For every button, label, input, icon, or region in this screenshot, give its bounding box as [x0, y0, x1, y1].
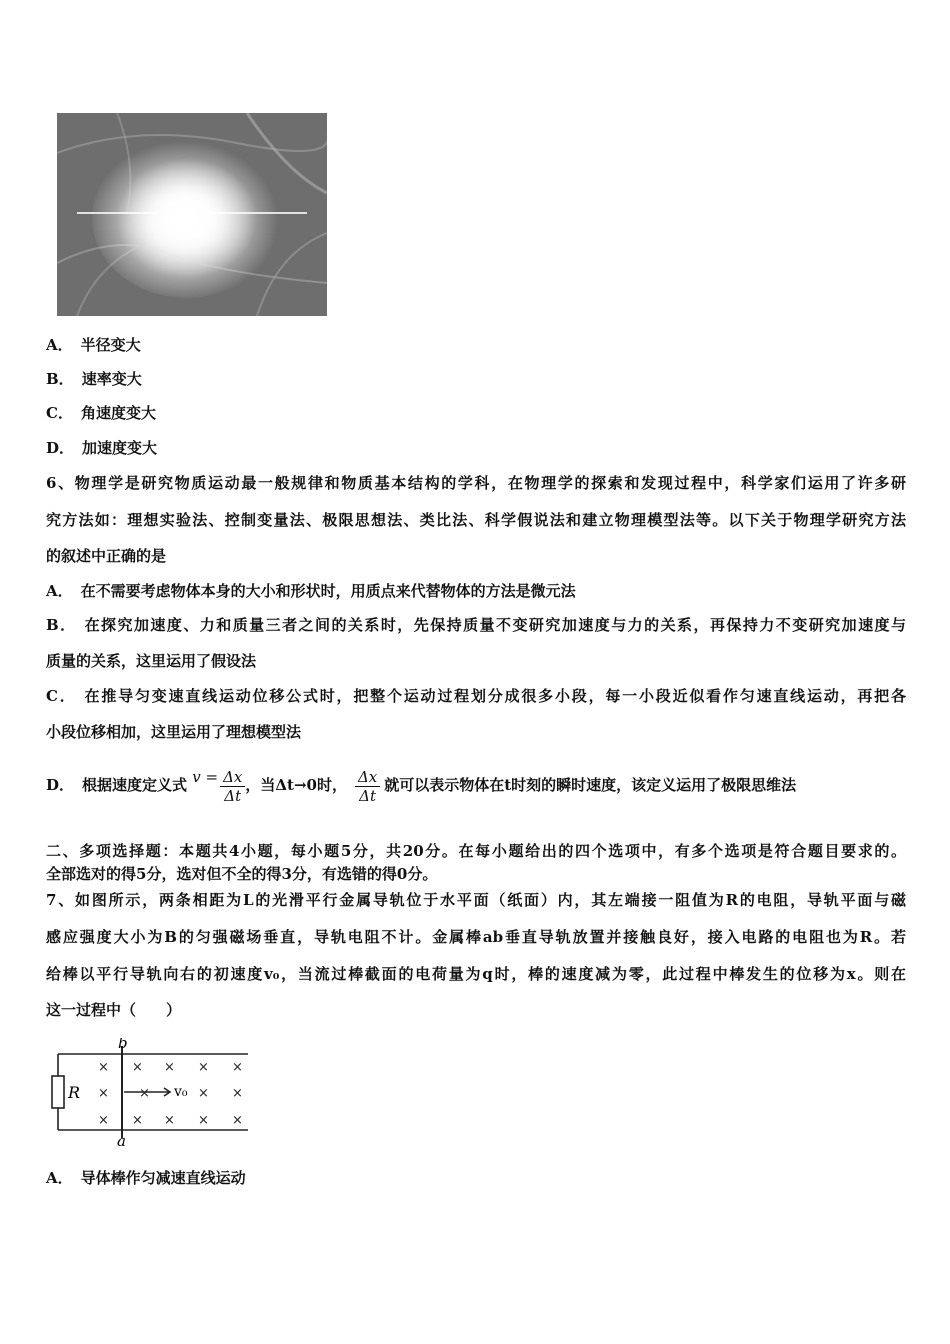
q6-option-b-line-2: 质量的关系，这里运用了假设法 [46, 652, 257, 670]
option-text: 根据速度定义式 [82, 776, 188, 794]
option-label: A． [46, 582, 73, 600]
q6-option-c-line-2: 小段位移相加，这里运用了理想模型法 [46, 723, 302, 741]
option-text-post: 就可以表示物体在t时刻的瞬时速度，该定义运用了极限思维法 [384, 776, 797, 794]
field-cross: × [132, 1113, 143, 1128]
option-text: 在推导匀变速直线运动位移公式时，把整个运动过程划分成很多小段，每一小段近似看作匀速直线运动，再把各 [84, 687, 906, 705]
option-label: C． [46, 687, 77, 705]
q5-option-b [46, 369, 142, 389]
q6-option-d [46, 758, 796, 805]
resistor-label: R [68, 1083, 81, 1102]
rod-end-b-label: b [118, 1038, 128, 1052]
option-label: A． [46, 336, 73, 354]
option-text: 速率变大 [81, 370, 142, 388]
option-label: D． [46, 776, 75, 794]
resistor [52, 1076, 64, 1108]
fraction-denominator: Δt [224, 786, 242, 805]
field-cross: × [198, 1086, 209, 1101]
q5-option-d [46, 438, 157, 458]
q7-stem-line-2: 感应强度大小为B的匀强磁场垂直，导轨电阻不计。金属棒ab垂直导轨放置并接触良好，接入电路的电阻也为R。若 [46, 928, 906, 946]
q6-option-b-line-1 [46, 615, 906, 635]
q6-stem-line-2: 究方法如：理想实验法、控制变量法、极限思想法、类比法、科学假说法和建立物理模型法等。以下关于物理学研究方法 [46, 511, 906, 529]
field-cross: × [198, 1060, 209, 1075]
fraction-numerator: Δx [220, 768, 245, 787]
q5-option-a [46, 335, 141, 355]
option-text: 角速度变大 [80, 404, 156, 422]
section-2-header-line-2: 全部选对的得5分，选对但不全的得3分，有选错的得0分。 [46, 865, 438, 883]
field-cross: × [164, 1060, 175, 1075]
q6-option-c-line-1 [46, 686, 906, 706]
q6-stem-line-3: 的叙述中正确的是 [46, 547, 167, 565]
fraction-denominator: Δt [359, 786, 377, 805]
q7-stem-line-3: 给棒以平行导轨向右的初速度v₀，当流过棒截面的电荷量为q时，棒的速度减为零，此过程中棒发生的位移为x。则在 [46, 965, 906, 983]
field-cross: × [98, 1086, 109, 1101]
velocity-symbol: v = [192, 768, 219, 786]
option-label: B． [46, 370, 74, 388]
option-text: 加速度变大 [82, 439, 158, 457]
circuit-diagram [46, 1038, 251, 1146]
field-cross: × [139, 1086, 150, 1101]
field-cross: × [164, 1113, 175, 1128]
field-cross: × [232, 1086, 243, 1101]
option-text: 导体棒作匀减速直线运动 [80, 1169, 246, 1187]
option-label: A． [46, 1169, 73, 1187]
q7-stem-line-4: 这一过程中（ ） [46, 1001, 182, 1019]
option-label: B． [46, 616, 77, 634]
field-cross: × [132, 1060, 143, 1075]
q6-option-a [46, 581, 576, 601]
section-2-header-line-1: 二、多项选择题：本题共4小题，每小题5分，共20分。在每小题给出的四个选项中，有多个选项是符合题目要求的。 [46, 842, 906, 860]
option-text: 在不需要考虑物体本身的大小和形状时，用质点来代替物体的方法是微元法 [80, 582, 576, 600]
option-label: C． [46, 404, 73, 422]
field-cross: × [232, 1060, 243, 1075]
option-text: 半径变大 [80, 336, 141, 354]
ratio-fraction [355, 768, 380, 805]
option-text: 在探究加速度、力和质量三者之间的关系时，先保持质量不变研究加速度与力的关系，再保持力不变研究加速度与 [84, 616, 906, 634]
velocity-fraction [220, 768, 245, 805]
field-cross: × [198, 1113, 209, 1128]
plasma-photo [57, 113, 327, 316]
q7-option-a [46, 1168, 246, 1188]
fraction-numerator: Δx [355, 768, 380, 787]
rod-end-a-label: a [117, 1132, 126, 1146]
q7-stem-line-1: 7、如图所示，两条相距为L的光滑平行金属导轨位于水平面（纸面）内，其左端接一阻值为R的电阻，导轨平面与磁 [46, 891, 906, 909]
field-cross: × [98, 1113, 109, 1128]
field-cross: × [232, 1113, 243, 1128]
q6-stem-line-1: 6、物理学是研究物质运动最一般规律和物质基本结构的学科，在物理学的探索和发现过程中，科学家们运用了许多研 [46, 474, 906, 492]
option-text-mid: ，当Δt→0时， [245, 776, 347, 794]
q5-option-c [46, 403, 156, 423]
velocity-label: v₀ [174, 1084, 188, 1100]
option-label: D． [46, 439, 75, 457]
field-cross: × [98, 1060, 109, 1075]
